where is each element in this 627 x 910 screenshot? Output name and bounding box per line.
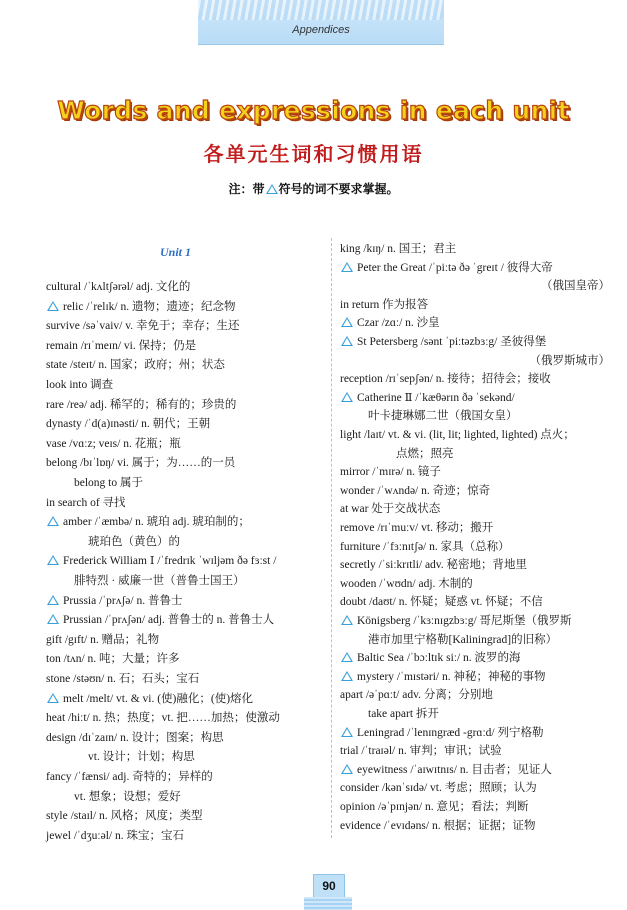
note (0, 180, 627, 197)
vocab-text: in search of 寻找 (46, 496, 126, 509)
vocab-entry (74, 574, 245, 589)
page-title-chinese: 各单元生词和习惯用语 (203, 142, 424, 166)
vocab-text: Prussia /ˈprʌʃə/ n. 普鲁士 (63, 594, 183, 607)
triangle-icon (341, 336, 353, 346)
vocab-text: wooden /ˈwʊdn/ adj. 木制的 (340, 577, 473, 590)
header-band (198, 0, 444, 45)
triangle-icon (341, 727, 353, 737)
vocab-entry (46, 770, 213, 785)
vocab-entry (46, 417, 210, 432)
vocab-entry (340, 428, 575, 443)
vocab-text: mystery /ˈmɪstəri/ n. 神秘；神秘的事物 (357, 670, 546, 683)
vocab-text: 腓特烈 · 威廉一世（普鲁士国王） (74, 575, 245, 587)
vocab-text: Frederick William Ⅰ /ˈfredrɪk ˈwɪljəm ðə fɜːst / (63, 555, 277, 568)
vocab-text: vt. 想象；设想；爱好 (74, 790, 181, 803)
vocab-entry (46, 496, 126, 511)
column-divider (331, 238, 332, 838)
vocab-text: wonder /ˈwʌndə/ n. 奇迹；惊奇 (340, 484, 491, 497)
vocab-entry (340, 354, 610, 369)
vocab-entry (46, 339, 196, 354)
vocab-text: cultural /ˈkʌltʃərəl/ adj. 文化的 (46, 281, 191, 293)
vocab-text: secretly /ˈsiːkrɪtli/ adv. 秘密地；背地里 (340, 559, 528, 572)
vocab-text: stone /stəʊn/ n. 石；石头；宝石 (46, 673, 200, 685)
vocab-text: belong /bɪˈlɒŋ/ vi. 属于；为……的一员 (46, 457, 236, 470)
vocab-text: survive /səˈvaiv/ v. 幸免于；幸存；生还 (46, 320, 240, 333)
vocab-text: St Petersberg /sənt ˈpiːtəzbɜːg/ 圣彼得堡 (357, 336, 547, 348)
vocab-text: at war 处于交战状态 (340, 503, 441, 516)
vocab-text: look into 调查 (46, 379, 114, 391)
triangle-icon (47, 595, 59, 605)
vocab-text: opinion /əˈpɪnjən/ n. 意见；看法；判断 (340, 801, 529, 813)
vocab-text: jewel /ˈdʒuːəl/ n. 珠宝；宝石 (46, 829, 184, 842)
triangle-icon (266, 184, 278, 194)
vocab-entry (46, 731, 224, 746)
vocab-text: belong to 属于 (74, 477, 143, 489)
vocab-text: remove /rɪˈmuːv/ vt. 移动；搬开 (340, 522, 494, 534)
vocab-entry (340, 688, 493, 703)
header-water-decoration (198, 0, 444, 20)
vocab-entry (46, 378, 113, 393)
vocab-entry (340, 279, 610, 294)
vocab-text: mirror /ˈmɪrə/ n. 镜子 (340, 466, 441, 479)
triangle-icon (341, 317, 353, 327)
triangle-icon (341, 764, 353, 774)
vocab-entry (46, 829, 184, 844)
vocab-text: eyewitness /ˈaɪwɪtnɪs/ n. 目击者；见证人 (357, 763, 552, 776)
vocab-text: vase /vɑːz; veɪs/ n. 花瓶；瓶 (46, 437, 181, 450)
vocab-entry (368, 707, 439, 722)
footer-band (304, 897, 352, 910)
vocab-text: 叶卡捷琳娜二世（俄国女皇） (368, 410, 518, 423)
vocab-text: gift /gɪft/ n. 赠品；礼物 (46, 633, 160, 646)
vocab-text: heat /hiːt/ n. 热；热度；vt. 把……加热；使激动 (46, 712, 280, 725)
vocab-text: style /staɪl/ n. 风格；风度；类型 (46, 810, 203, 823)
vocab-entry (46, 692, 253, 707)
vocab-entry (340, 726, 543, 741)
vocab-entry (396, 447, 454, 462)
triangle-icon (341, 671, 353, 681)
vocab-entry (340, 502, 440, 517)
vocab-entry (340, 372, 551, 387)
triangle-icon (47, 516, 59, 526)
vocab-text: Baltic Sea /ˈbɔːltɪk siː/ n. 波罗的海 (357, 652, 521, 665)
vocab-entry (340, 298, 428, 313)
vocab-text: trial /ˈtraɪəl/ n. 审判；审讯；试验 (340, 745, 502, 758)
vocab-entry (340, 781, 537, 796)
vocab-entry (340, 595, 543, 610)
triangle-icon (47, 555, 59, 565)
vocab-text: amber /ˈæmbə/ n. 琥珀 adj. 琥珀制的； (63, 516, 250, 529)
vocab-entry (340, 558, 527, 573)
vocab-entry (340, 261, 553, 276)
triangle-icon (47, 693, 59, 703)
vocab-text: reception /rɪˈsepʃən/ n. 接待；招待会；接收 (340, 373, 551, 386)
vocab-entry (368, 409, 518, 424)
note-prefix: 注：带 (228, 182, 265, 196)
vocab-entry (46, 809, 203, 824)
vocab-entry (340, 484, 490, 499)
vocab-text: state /steɪt/ n. 国家；政府；州；状态 (46, 359, 225, 372)
vocab-text: consider /kənˈsɪdə/ vt. 考虑；照顾；认为 (340, 782, 537, 795)
vocab-text: Prussian /ˈprʌʃən/ adj. 普鲁士的 n. 普鲁士人 (63, 614, 275, 627)
vocab-entry (340, 800, 528, 815)
vocab-entry (46, 711, 280, 726)
vocab-entry (340, 670, 545, 685)
note-suffix: 符号的词不要求掌握。 (278, 182, 399, 196)
vocab-text: light /laɪt/ vt. & vi. (lit, lit; lighted, lighted) 点火； (340, 429, 575, 441)
vocab-text: 琥珀色（黄色）的 (88, 535, 180, 548)
vocab-entry (88, 750, 195, 765)
vocab-entry (46, 613, 274, 628)
vocab-text: apart /əˈpɑːt/ adv. 分离；分别地 (340, 689, 493, 702)
vocab-entry (46, 515, 250, 530)
vocab-entry (46, 554, 276, 569)
vocab-entry (46, 319, 239, 334)
vocab-entry (46, 652, 180, 667)
vocab-entry (74, 790, 181, 805)
vocab-text: Leningrad /ˈlenɪngræd -grɑːd/ 列宁格勒 (357, 726, 544, 739)
vocab-entry (340, 651, 521, 666)
vocab-text: evidence /ˈevɪdəns/ n. 根据；证据；证物 (340, 819, 536, 832)
vocab-text: melt /melt/ vt. & vi. (使)融化；(使)熔化 (63, 692, 254, 705)
page-title-english: Words and expressions in each unit (57, 96, 570, 125)
vocab-text: rare /reə/ adj. 稀罕的；稀有的；珍贵的 (46, 398, 237, 411)
vocab-entry (88, 535, 180, 550)
vocab-entry (340, 391, 515, 406)
triangle-icon (341, 652, 353, 662)
triangle-icon (341, 392, 353, 402)
vocab-text: design /dɪˈzaɪn/ n. 设计；图案；构思 (46, 731, 224, 744)
vocab-entry (368, 633, 557, 648)
vocab-text: 港市加里宁格勒[Kaliningrad]的旧称） (368, 633, 558, 646)
vocab-entry (340, 316, 440, 331)
triangle-icon (47, 301, 59, 311)
triangle-icon (341, 262, 353, 272)
vocab-entry (46, 358, 225, 373)
vocab-entry (340, 335, 546, 350)
vocab-text: （俄国皇帝） (541, 280, 610, 293)
section-label: Appendices (292, 24, 350, 36)
vocab-text: doubt /daʊt/ n. 怀疑；疑惑 vt. 怀疑；不信 (340, 596, 543, 609)
vocab-text: Peter the Great /ˈpiːtə ðə ˈgreɪt / 彼得大帝 (357, 261, 553, 274)
vocab-entry (340, 521, 493, 536)
vocab-entry (340, 242, 456, 257)
vocab-entry (46, 437, 181, 452)
vocab-text: Königsberg /ˈkɜːnɪgzbɜːg/ 哥尼斯堡（俄罗斯 (357, 615, 572, 627)
vocab-entry (46, 633, 159, 648)
vocab-entry (340, 819, 535, 834)
unit-heading: Unit 1 (160, 245, 192, 259)
page-number: 90 (313, 874, 345, 898)
vocab-entry (340, 763, 552, 778)
vocab-entry (46, 594, 182, 609)
vocab-text: Czar /zɑː/ n. 沙皇 (357, 317, 440, 330)
vocab-text: Catherine Ⅱ /ˈkæθərɪn ðə ˈsekənd/ (357, 391, 515, 404)
vocab-text: （俄罗斯城市） (529, 354, 610, 367)
vocab-entry (340, 614, 572, 629)
vocab-entry (46, 300, 235, 315)
vocab-text: ton /tʌn/ n. 吨；大量；许多 (46, 653, 180, 666)
vocab-text: vt. 设计；计划；构思 (88, 751, 195, 764)
triangle-icon (47, 614, 59, 624)
vocab-entry (340, 577, 473, 592)
vocab-text: relic /ˈrelɪk/ n. 遗物；遗迹；纪念物 (63, 300, 236, 313)
vocab-entry (46, 280, 190, 295)
vocab-text: in return 作为报答 (340, 298, 429, 311)
vocab-text: remain /rɪˈmeɪn/ vi. 保持；仍是 (46, 339, 197, 352)
vocab-text: take apart 拆开 (368, 708, 439, 720)
vocab-text: king /kɪŋ/ n. 国王；君主 (340, 243, 457, 255)
vocab-entry (340, 744, 502, 759)
vocab-text: dynasty /ˈd(a)ɪnəsti/ n. 朝代；王朝 (46, 418, 211, 431)
vocab-text: furniture /ˈfɜːnɪtʃə/ n. 家具（总称） (340, 540, 510, 553)
vocab-text: 点燃；照亮 (396, 447, 454, 460)
vocab-entry (46, 456, 235, 471)
vocab-entry (74, 476, 143, 491)
vocab-entry (46, 672, 199, 687)
vocab-entry (340, 465, 441, 480)
vocab-entry (46, 398, 236, 413)
triangle-icon (341, 615, 353, 625)
vocab-text: fancy /ˈfænsi/ adj. 奇特的；异样的 (46, 771, 213, 783)
vocab-entry (340, 540, 510, 555)
